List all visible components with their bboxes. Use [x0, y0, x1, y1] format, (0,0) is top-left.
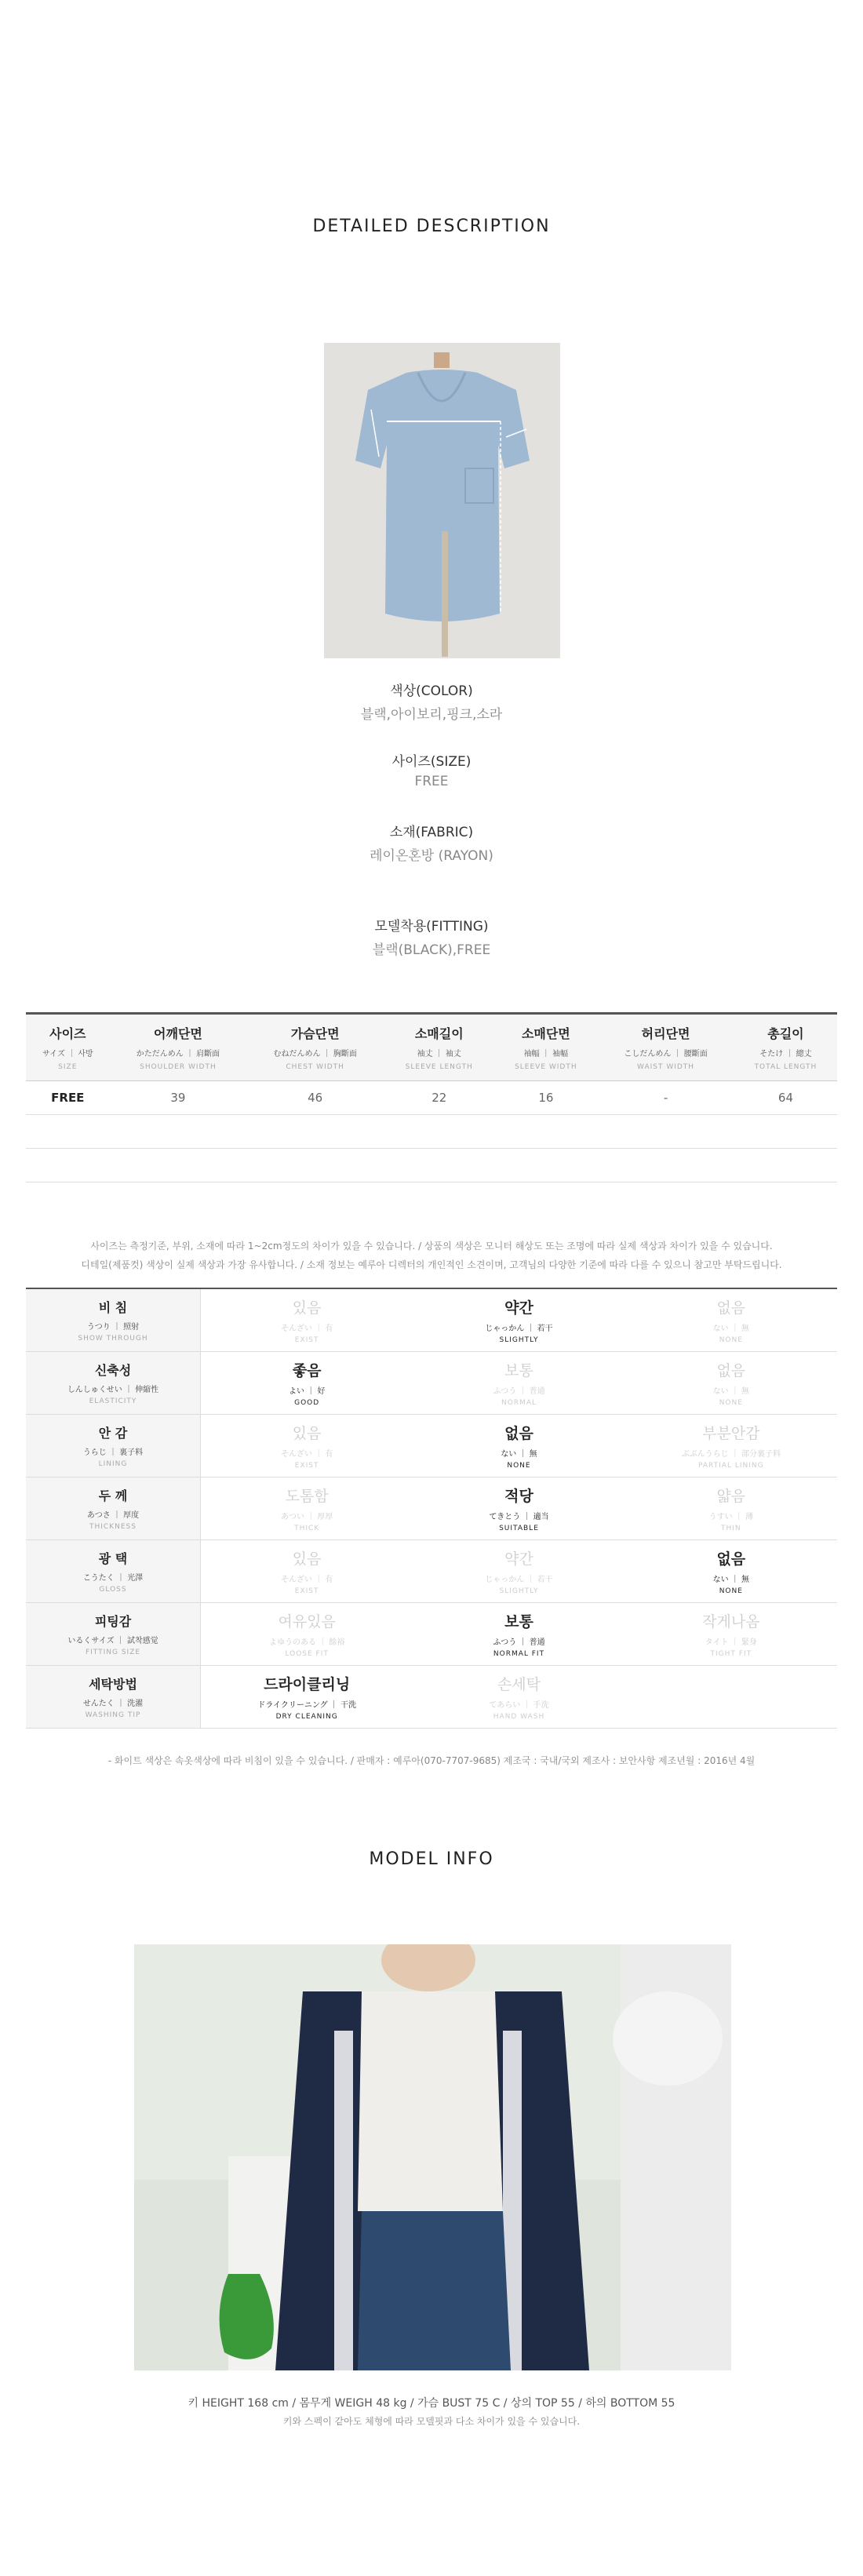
spec-label-fabric: 소재(FABRIC)	[389, 825, 474, 840]
fabric-option: 얇음 うすい ｜ 薄 THIN	[708, 1488, 753, 1532]
sleeve-length-header: 소매길이 袖丈 ｜ 袖丈 SLEEVE LENGTH	[384, 1014, 495, 1081]
table-cell	[246, 1115, 384, 1149]
shoulder-header: 어깨단면 かただんめん ｜ 肩斷面 SHOULDER WIDTH	[110, 1014, 247, 1081]
spec-label-fitting: 모델착용(FITTING)	[374, 919, 489, 935]
fabric-option-selected: 보통 ふつう ｜ 普通 NORMAL FIT	[493, 1613, 545, 1658]
spec-label-color: 색상(COLOR)	[390, 683, 473, 699]
fabric-row-lining	[26, 1415, 837, 1477]
table-cell: 22	[384, 1081, 495, 1115]
fabric-row-label: 안 감 うらじ ｜ 裏子料 LINING	[26, 1415, 201, 1477]
fabric-row-label: 두 께 あつさ ｜ 厚度 THICKNESS	[26, 1477, 201, 1539]
fabric-option: 부분안감 ぶぶんうらじ ｜ 部分裏子料 PARTIAL LINING	[681, 1425, 781, 1470]
spec-value-fitting: 블랙(BLACK),FREE	[372, 942, 491, 958]
fabric-option-empty	[625, 1666, 837, 1728]
fabric-option: 여유있음 よゆうのある ｜ 餘裕 LOOSE FIT	[268, 1613, 345, 1658]
table-cell	[26, 1149, 110, 1182]
fabric-option-selected: 없음 ない ｜ 無 NONE	[712, 1550, 749, 1595]
table-cell	[110, 1115, 247, 1149]
table-row	[26, 1149, 837, 1182]
model-photo	[134, 1944, 731, 2370]
detail-title: DETAILED DESCRIPTION	[312, 217, 551, 236]
fabric-row-label: 피팅감 いるくサイズ ｜ 試착感觉 FITTING SIZE	[26, 1603, 201, 1665]
product-photo	[324, 343, 560, 658]
table-cell	[734, 1115, 837, 1149]
table-cell: FREE	[26, 1081, 110, 1115]
fabric-row-label: 신축성 しんしゅくせい ｜ 伸縮性 ELASTICITY	[26, 1352, 201, 1414]
fabric-option: 도톰함 あつい ｜ 厚厚 THICK	[280, 1488, 333, 1532]
size-note-1: 사이즈는 측정기준, 부위, 소재에 따라 1~2cm정도의 차이가 있을 수 있습니다. / 상품의 색상은 모니터 해상도 또는 조명에 따라 실제 색상과 차이가 있을 수 있습니다.	[90, 1241, 773, 1252]
spec-value-color: 블랙,아이보리,핑크,소라	[360, 707, 503, 723]
size-note-2: 디테일(제품컷) 색상이 실제 색상과 가장 유사합니다. / 소재 정보는 예루아 디렉터의 개인적인 소견이며, 고객님의 다양한 기준에 따라 다를 수 있으니 참고만 부탁드립니다.	[81, 1259, 782, 1270]
table-cell: 39	[110, 1081, 247, 1115]
fabric-option-selected: 없음 ない ｜ 無 NONE	[501, 1425, 537, 1470]
sleeve-width-header: 소매단면 袖幅 ｜ 袖幅 SLEEVE WIDTH	[495, 1014, 598, 1081]
model-image	[134, 1944, 731, 2370]
spec-value-fabric: 레이온혼방 (RAYON)	[370, 848, 493, 864]
fabric-option: 손세탁 てあらい ｜ 手洗 HAND WASH	[489, 1676, 549, 1721]
fabric-row-fitting	[26, 1603, 837, 1666]
fabric-option-selected: 드라이클리닝 ドライクリーニング ｜ 干洗 DRY CLEANING	[257, 1676, 356, 1721]
table-cell	[734, 1149, 837, 1182]
table-row	[26, 1081, 837, 1115]
table-cell	[26, 1115, 110, 1149]
spec-value-size: FREE	[414, 774, 449, 789]
model-note: 키와 스펙이 같아도 체형에 따라 모델핏과 다소 차이가 있을 수 있습니다.	[282, 2416, 581, 2427]
fabric-option: 없음 ない ｜ 無 NONE	[712, 1362, 749, 1407]
table-cell	[597, 1149, 734, 1182]
size-table-header	[26, 1014, 837, 1081]
table-cell	[246, 1149, 384, 1182]
table-cell: -	[597, 1081, 734, 1115]
model-measurements: 키 HEIGHT 168 cm / 몸무게 WEIGH 48 kg / 가슴 BUST 75 C / 상의 TOP 55 / 하의 BOTTOM 55	[188, 2397, 675, 2410]
fabric-option: 약간 じゃっかん ｜ 若干 SLIGHTLY	[485, 1550, 553, 1595]
fabric-row-washing	[26, 1666, 837, 1729]
table-cell: 16	[495, 1081, 598, 1115]
table-cell	[495, 1149, 598, 1182]
fabric-option: 작게나옴 タイト ｜ 緊身 TIGHT FIT	[702, 1613, 760, 1658]
table-cell	[384, 1149, 495, 1182]
fabric-option: 있음 そんざい ｜ 有 EXIST	[280, 1425, 333, 1470]
table-cell	[384, 1115, 495, 1149]
fabric-row-label: 비 침 うつり ｜ 照射 SHOW THROUGH	[26, 1289, 201, 1351]
fabric-option: 없음 ない ｜ 無 NONE	[712, 1299, 749, 1344]
fabric-row-show-through	[26, 1289, 837, 1352]
tshirt-image	[324, 343, 560, 658]
table-cell: 46	[246, 1081, 384, 1115]
fabric-option: 보통 ふつう ｜ 普通 NORMAL	[493, 1362, 545, 1407]
chest-header: 가슴단면 むねだんめん ｜ 胸斷面 CHEST WIDTH	[246, 1014, 384, 1081]
table-cell	[495, 1115, 598, 1149]
fabric-row-label: 세탁방법 せんたく ｜ 洗濯 WASHING TIP	[26, 1666, 201, 1728]
fabric-row-label: 광 택 こうたく ｜ 光澤 GLOSS	[26, 1540, 201, 1602]
table-cell	[597, 1115, 734, 1149]
model-title: MODEL INFO	[369, 1849, 494, 1869]
size-table	[26, 1012, 837, 1182]
fabric-note: - 화이트 색상은 속옷색상에 따라 비침이 있을 수 있습니다. / 판매자 : 예루아(070-7707-9685) 제조국 : 국내/국외 제조사 : 보안사항 제조년월 : 2016년 4월	[107, 1755, 756, 1766]
waist-header: 허리단면 こしだんめん ｜ 腰斷面 WAIST WIDTH	[597, 1014, 734, 1081]
spec-label-size: 사이즈(SIZE)	[391, 754, 472, 770]
size-header: 사이즈 サイズ ｜ 사방 SIZE	[26, 1014, 110, 1081]
fabric-table	[26, 1288, 837, 1729]
fabric-row-elasticity	[26, 1352, 837, 1415]
fabric-option-selected: 적당 てきとう ｜ 適当 SUITABLE	[489, 1488, 549, 1532]
table-row	[26, 1115, 837, 1149]
table-cell	[110, 1149, 247, 1182]
fabric-option: 있음 そんざい ｜ 有 EXIST	[280, 1550, 333, 1595]
fabric-option-selected: 약간 じゃっかん ｜ 若干 SLIGHTLY	[485, 1299, 553, 1344]
fabric-row-thickness	[26, 1477, 837, 1540]
total-length-header: 총길이 そたけ ｜ 總丈 TOTAL LENGTH	[734, 1014, 837, 1081]
fabric-row-gloss	[26, 1540, 837, 1603]
table-cell: 64	[734, 1081, 837, 1115]
fabric-option: 있음 そんざい ｜ 有 EXIST	[280, 1299, 333, 1344]
fabric-option-selected: 좋음 よい ｜ 好 GOOD	[288, 1362, 326, 1407]
